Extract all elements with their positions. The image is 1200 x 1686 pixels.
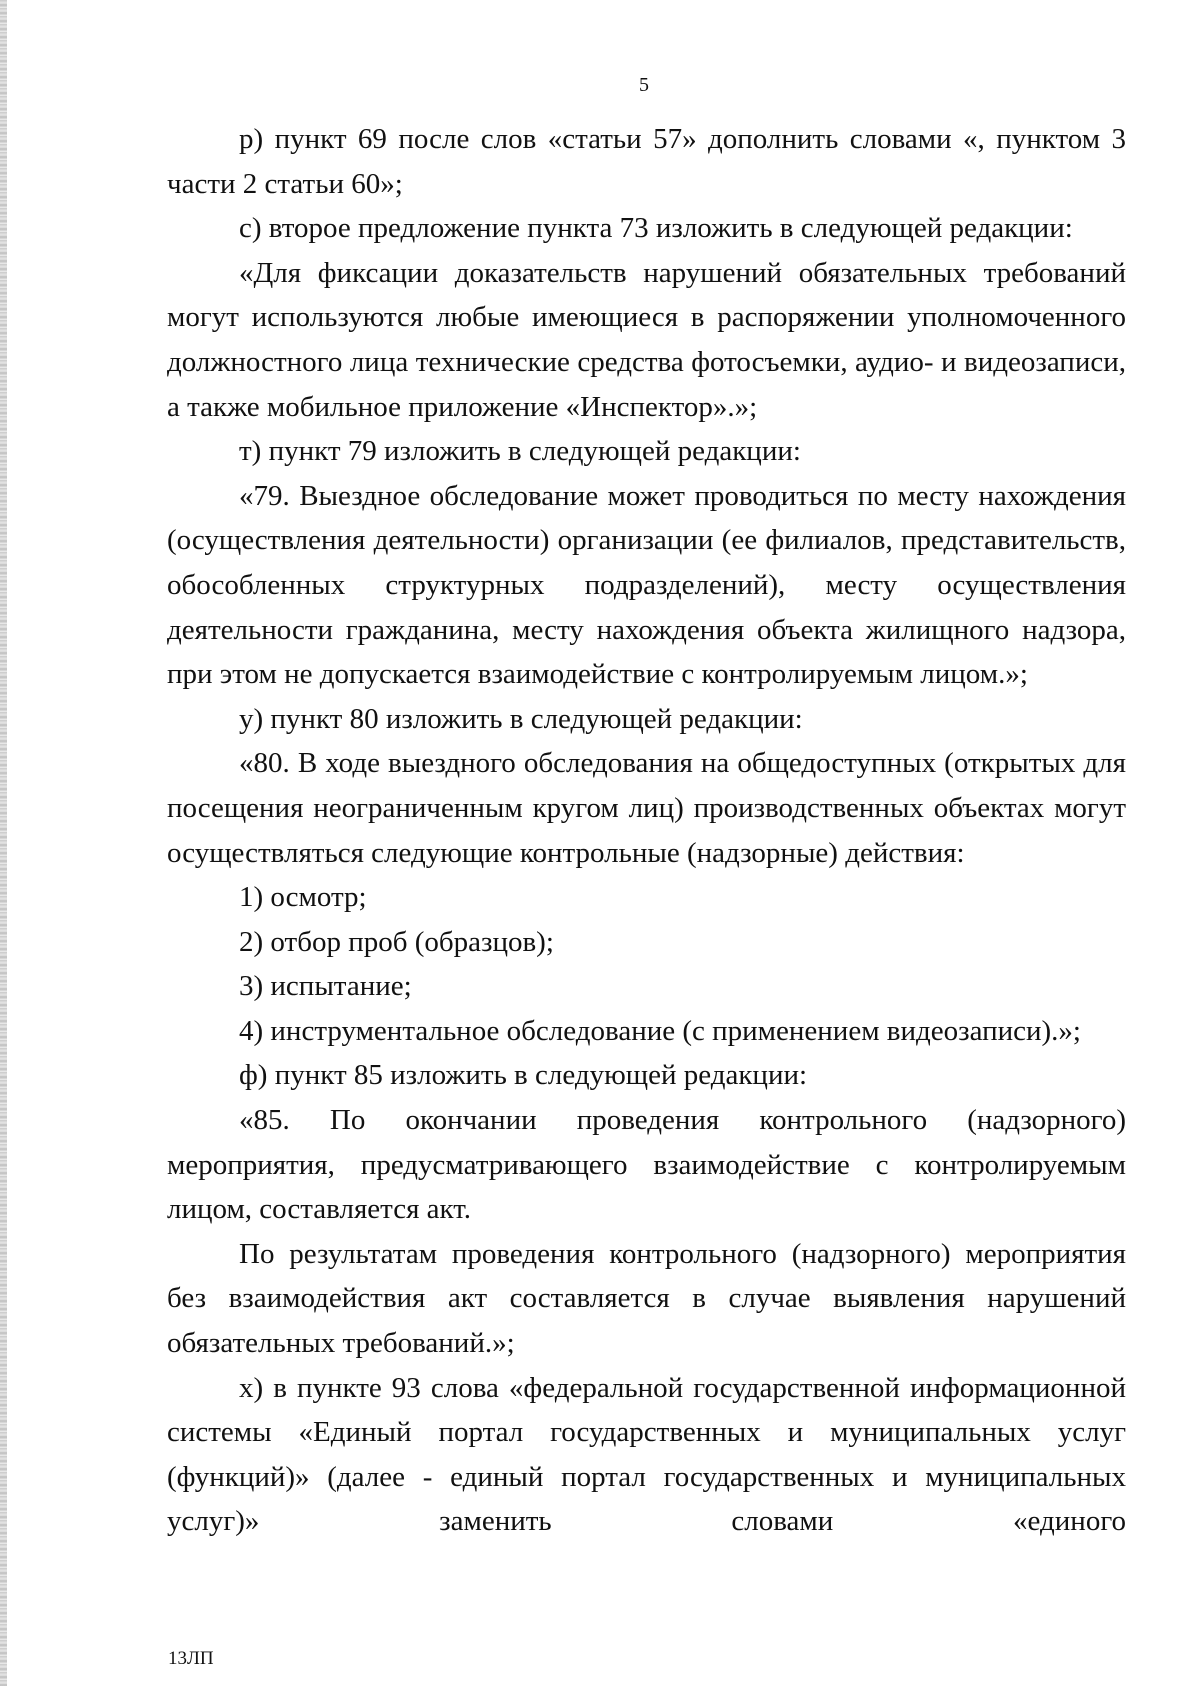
paragraph-quote-85: «85. По окончании проведения контрольного (надзорного) мероприятия, предусматривающего взаимодействие с контролируемым лицом, составляется акт.: [167, 1104, 1126, 1226]
list-item-2: 2) отбор проб (образцов);: [239, 925, 554, 958]
list-item-1: 1) осмотр;: [239, 881, 367, 914]
paragraph-quote-80: «80. В ходе выездного обследования на общедоступных (открытых для посещения неограниченным кругом лиц) производственных объектах могут осуществляться следующие контрольные (надзорные) действия:: [167, 747, 1126, 869]
list-item-3: 3) испытание;: [239, 970, 412, 1003]
paragraph-quote-73: «Для фиксации доказательств нарушений обязательных требований могут используются любые имеющиеся в распоряжении уполномоченного должностного лица технические средства фотосъемки, аудио- и видеозаписи, а также мобильное приложение «Инспектор».»;: [167, 256, 1126, 423]
paragraph-t: т) пункт 79 изложить в следующей редакции:: [239, 435, 801, 468]
paragraph-f: ф) пункт 85 изложить в следующей редакции:: [239, 1059, 808, 1092]
paragraph-h: х) в пункте 93 слова «федеральной государственной информационной системы «Единый портал государственных и муниципальных услуг (функций)» (далее - единый портал государственных и муниципальных услуг)» заменить словами «единого: [167, 1371, 1126, 1538]
paragraph-results: По результатам проведения контрольного (надзорного) мероприятия без взаимодействия акт составляется в случае выявления нарушений обязательных требований.»;: [167, 1237, 1126, 1360]
document-code: 13ЛП: [168, 1648, 214, 1669]
paragraph-s: с) второе предложение пункта 73 изложить в следующей редакции:: [239, 212, 1073, 245]
page-number: 5: [639, 74, 649, 96]
scan-edge: [0, 0, 7, 1686]
list-item-4: 4) инструментальное обследование (с применением видеозаписи).»;: [239, 1014, 1081, 1047]
paragraph-u: у) пункт 80 изложить в следующей редакции:: [239, 702, 803, 735]
paragraph-quote-79: «79. Выездное обследование может проводиться по месту нахождения (осуществления деятельности) организации (ее филиалов, представительств, обособленных структурных подразделений), месту осуществления деятельности гражданина, месту нахождения объекта жилищного надзора, при этом не допускается взаимодействие с контролируемым лицом.»;: [167, 479, 1126, 691]
paragraph-r: р) пункт 69 после слов «статьи 57» дополнить словами «, пунктом 3 части 2 статьи 60»;: [167, 123, 1126, 200]
document-body: [167, 117, 1126, 1544]
